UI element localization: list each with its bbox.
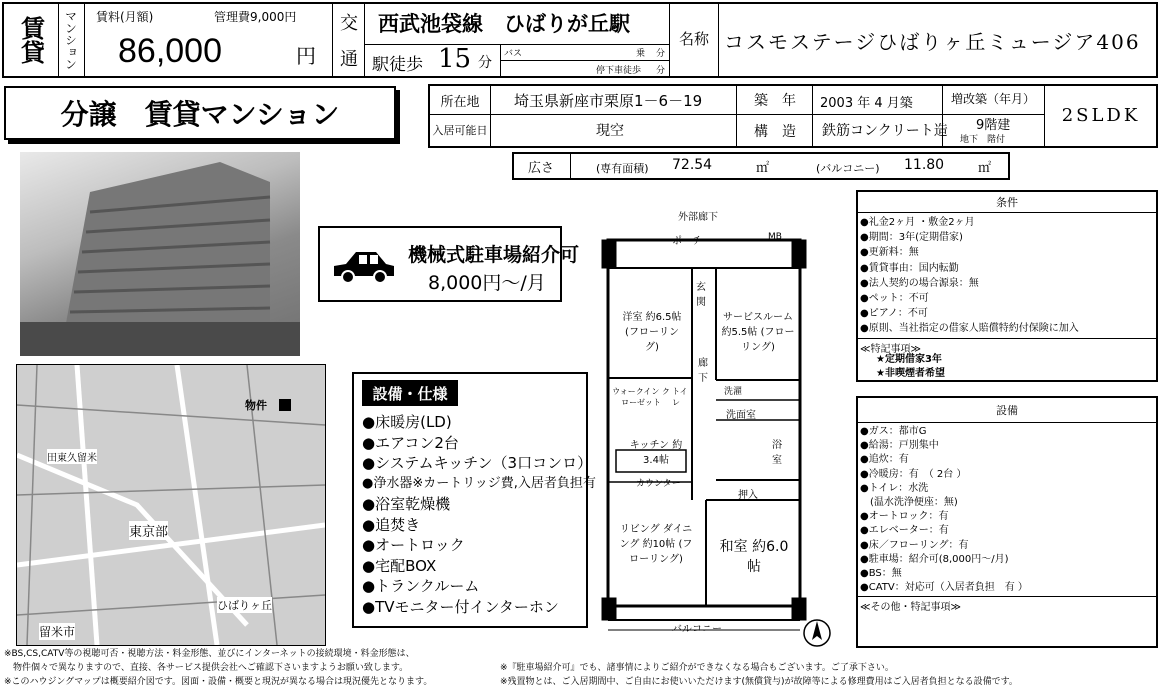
fp-label-japanese-room: 和室 約6.0帖 <box>719 539 789 575</box>
condition-item: ●ペット：不可 <box>860 293 929 305</box>
built-label: 築 年 <box>754 93 796 109</box>
facility-item: ●ガス：都市G <box>860 426 927 437</box>
north-icon <box>802 618 832 648</box>
special-item: ★非喫煙者希望 <box>876 368 945 379</box>
fp-label-entrance: 玄関 <box>696 282 706 308</box>
equipment-item: ●トランクルーム <box>362 577 480 595</box>
parking-line1: 機械式駐車場紹介可 <box>408 244 580 266</box>
area-unit2: ㎡ <box>978 161 992 176</box>
walk-unit: 分 <box>478 55 492 71</box>
bus-label: バス <box>504 49 523 59</box>
facility-item: ●床／フローリング：有 <box>860 539 969 551</box>
facility-item: ●オートロック：有 <box>860 511 949 523</box>
fp-label-laundry: 洗濯 <box>724 387 743 397</box>
facility-item: ●給湯：戸別集中 <box>860 440 939 452</box>
fp-label-living: リビング ダイニング 約10帖 (フローリング) <box>619 524 693 565</box>
footer-right-1: ※『駐車場紹介可』でも、諸事情によりご紹介ができなくなる場合もございます。ご了承下さい。 <box>500 663 894 673</box>
area-unit1: ㎡ <box>756 161 770 176</box>
equipment-item: ●エアコン2台 <box>362 433 459 452</box>
floor-plan <box>596 200 836 660</box>
footer-left-1: ※BS,CS,CATV等の視聴可否・視聴方法・料金形態、並びにインターネットの接続環境・料金形態は、 <box>4 649 415 659</box>
facilities-list <box>860 425 1028 595</box>
fp-label-balcony: バルコニー <box>672 624 722 635</box>
building-photo <box>20 152 300 356</box>
equipment-item: ●浴室乾燥機 <box>362 495 451 513</box>
fp-label-hallway: 廊下 <box>698 358 708 384</box>
floors-sub: 地下 階付 <box>960 135 1006 145</box>
floor-plan-walls <box>596 200 836 660</box>
special-title: ≪特記事項≫ <box>860 344 921 355</box>
fp-label-kitchen: キッチン 約3.4帖 <box>629 440 683 466</box>
footer-left-2: 物件個々で異なりますので、直接、各サービス提供会社へご確認下さいますようお願い致します。 <box>4 663 409 673</box>
map-label-1: 東京部 <box>129 521 168 540</box>
equipment-list <box>362 412 596 617</box>
facility-item: ●BS：無 <box>860 568 902 580</box>
equipment-item: ●オートロック <box>362 536 465 554</box>
structure-label: 構 造 <box>754 124 796 140</box>
area-map <box>16 364 326 646</box>
equipment-item: ●宅配BOX <box>362 556 437 575</box>
structure-value: 鉄筋コンクリート造 <box>822 123 948 139</box>
fp-label-counter: カウンター <box>636 479 681 489</box>
sale-banner: 分譲 賃貸マンション <box>4 86 396 140</box>
property-name: コスモステージひばりヶ丘ミュージア406 <box>724 30 1141 54</box>
facility-item: ●トイレ：水洗 <box>860 482 929 494</box>
condition-item: ●礼金2ヶ月 ・敷金2ヶ月 <box>860 217 975 228</box>
walk-minutes: 15 <box>438 44 472 74</box>
building-illustration <box>20 152 300 356</box>
category-label: マンション <box>63 10 78 70</box>
fp-label-corridor: 外部廊下 <box>678 212 718 223</box>
fp-label-porch: ポーチ <box>672 236 702 247</box>
map-label-property: 物件 <box>245 399 267 412</box>
walk-label: 駅徒歩 <box>372 55 423 75</box>
equipment-item: ●TVモニター付インターホン <box>362 597 559 616</box>
facility-item: ●CATV：対応可（入居者負担 有 ） <box>860 582 1028 594</box>
renovation-label: 増改築（年月） <box>950 91 1035 106</box>
balcony-label: (バルコニー) <box>816 162 880 175</box>
condition-item: ●ピアノ：不可 <box>860 308 928 320</box>
map-label-4: 田東久留米 <box>47 449 97 464</box>
movein-label: 入居可能日 <box>432 124 488 137</box>
floors-value: 9階建 <box>976 118 1011 133</box>
equipment-item: ●浄水器※カートリッジ費,入居者負担有 <box>362 475 596 491</box>
access-label-top: 交 <box>340 13 358 34</box>
facility-item: (温水洗浄便座：無) <box>860 497 958 509</box>
balcony-value: 11.80 <box>904 157 945 173</box>
fp-label-mb: MB <box>768 232 782 242</box>
layout-value: 2SLDK <box>1061 104 1141 126</box>
equipment-title: 設備・仕様 <box>362 380 458 406</box>
footer-right-2: ※残置物とは、ご入居期間中、ご自由にお使いいただけます(無償貸与)が故障等による修理費用はご入居者負担となる設備です。 <box>500 677 1018 687</box>
management-fee: 管理費9,000円 <box>214 10 297 24</box>
access-label-bottom: 通 <box>340 49 358 70</box>
fp-label-washroom: 洗面室 <box>726 410 756 421</box>
fp-label-bath: 浴室 <box>772 440 782 466</box>
bus-min1: 分 <box>656 49 666 59</box>
equipment-item: ●追焚き <box>362 515 421 534</box>
map-roads <box>17 365 325 645</box>
special-list <box>876 353 945 381</box>
map-label-2: 留米市 <box>39 625 76 639</box>
condition-item: ●賃貸事由：国内転勤 <box>860 262 959 274</box>
conditions-title: 条件 <box>996 196 1018 209</box>
footer-left-3: ※このハウジングマップは概要紹介図です。図面・設備・概要と現況が異なる場合は現況優先となります。 <box>4 677 433 687</box>
facility-item: ●冷暖房：有 （ 2台 ） <box>860 468 967 480</box>
fp-label-western-room: 洋室 約6.5帖 (フローリング) <box>622 312 682 353</box>
special-item: ★定期借家3年 <box>876 354 942 365</box>
bus-walk: 停下車徒歩 <box>596 66 642 76</box>
location-label: 所在地 <box>440 94 480 110</box>
parking-line2: 8,000円～/月 <box>428 272 546 294</box>
built-value: 2003 年 4 月築 <box>820 96 913 111</box>
car-icon <box>328 246 398 286</box>
map-label-3: ひばりヶ丘 <box>217 599 272 612</box>
movein-value: 現空 <box>596 123 624 139</box>
facility-item: ●エレベーター：有 <box>860 525 949 537</box>
fp-label-toilet: トイレ <box>672 387 688 407</box>
facility-item: ●駐車場：紹介可(8,000円～/月) <box>860 553 1009 565</box>
location-value: 埼玉県新座市栗原1－6－19 <box>514 92 703 110</box>
facility-item: ●追炊：有 <box>860 454 909 466</box>
equipment-item: ●床暖房(LD) <box>362 413 452 431</box>
condition-item: ●原則、当社指定の借家人賠償特約付保険に加入 <box>860 323 1079 335</box>
fp-label-service-room: サービスルーム 約5.5帖 (フローリング) <box>721 312 795 353</box>
name-label: 名称 <box>678 29 709 48</box>
fp-label-closet: 押入 <box>738 490 758 501</box>
rent-value: 86,000 <box>118 32 222 70</box>
condition-item: ●法人契約の場合源泉：無 <box>860 277 979 289</box>
area-label: 広さ <box>527 160 554 176</box>
fp-label-walkin: ウォークイン クローゼット <box>612 387 670 407</box>
exclusive-value: 72.54 <box>672 157 713 173</box>
conditions-list <box>860 215 1079 337</box>
condition-item: ●期間：3年(定期借家) <box>860 232 963 244</box>
bus-min2: 分 <box>656 66 666 76</box>
equipment-item: ●システムキッチン（3口コンロ） <box>362 454 593 472</box>
line-station: 西武池袋線 ひばりが丘駅 <box>378 11 630 36</box>
facilities-title: 設備 <box>996 404 1018 417</box>
exclusive-label: (専有面積) <box>596 162 649 175</box>
rent-unit: 円 <box>296 44 316 68</box>
rent-label: 賃料(月額) <box>96 10 154 24</box>
bus-ride: 乗 <box>636 49 646 59</box>
condition-item: ●更新料：無 <box>860 247 919 259</box>
type-label: 賃貸 <box>16 16 46 64</box>
other-title: ≪その他・特記事項≫ <box>860 602 961 613</box>
